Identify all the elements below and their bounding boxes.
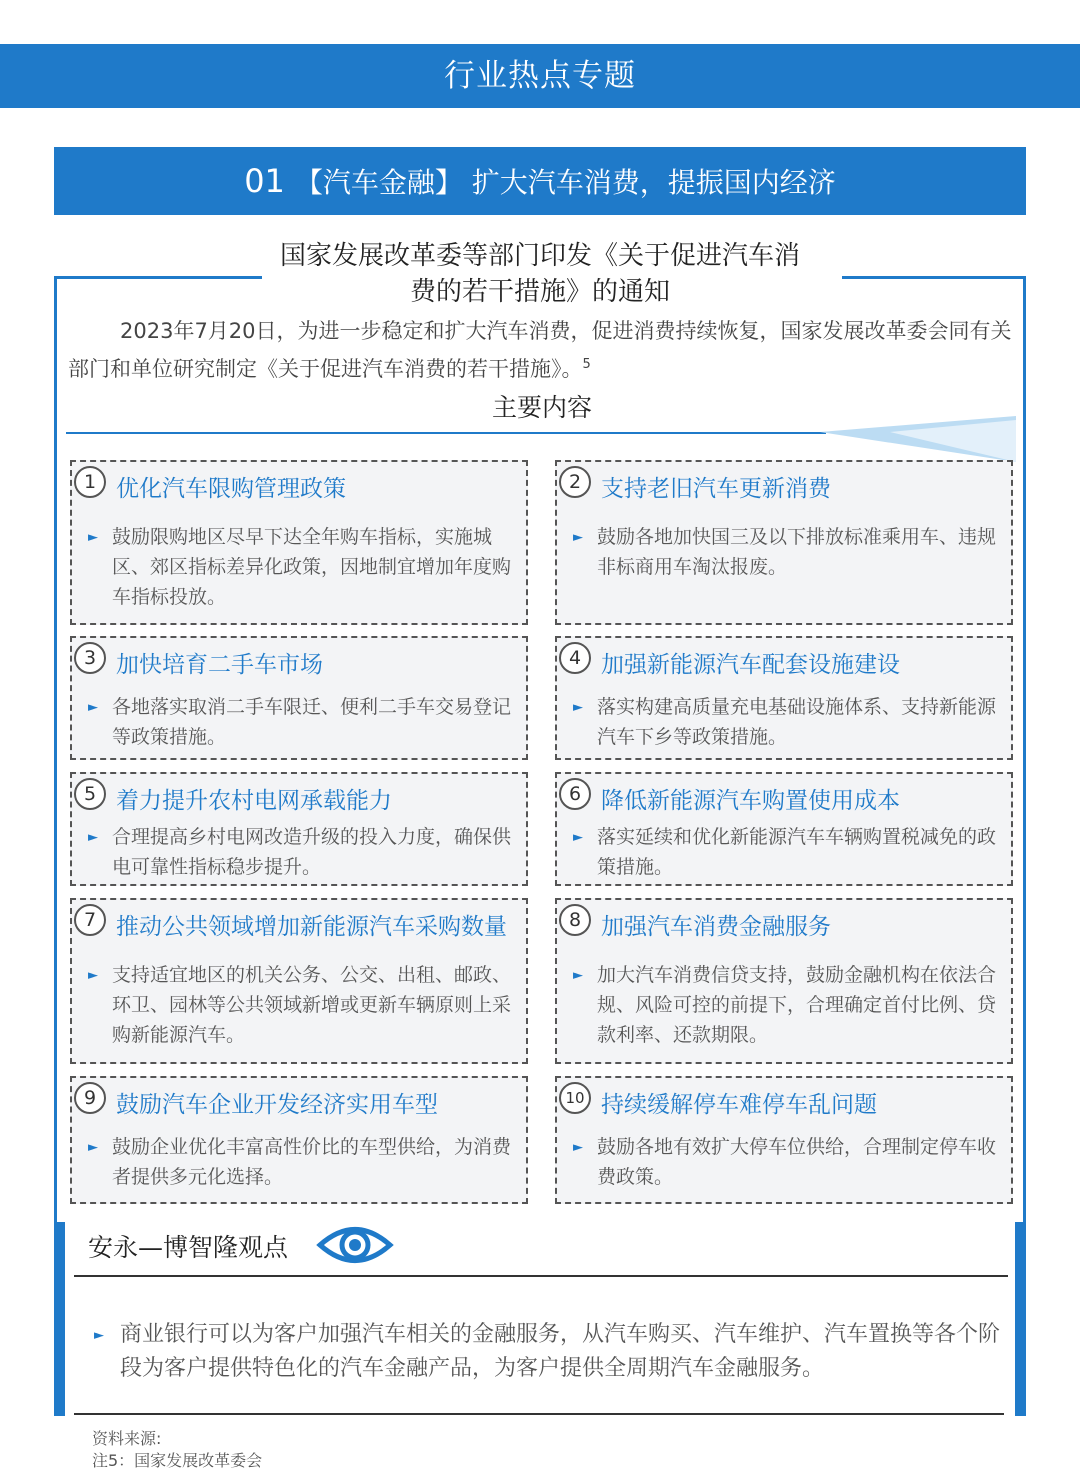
measure-title: 持续缓解停车难停车乱问题 xyxy=(601,1092,877,1118)
section-title-bar xyxy=(54,147,1026,215)
measure-card xyxy=(70,636,528,760)
measure-card xyxy=(70,772,528,886)
measure-number: 2 xyxy=(559,466,591,498)
triangle-right-icon: ► xyxy=(573,530,583,545)
measure-number: 1 xyxy=(74,466,106,498)
triangle-right-icon: ► xyxy=(88,530,98,545)
viewpoint-bottom-divider xyxy=(74,1413,1004,1415)
measure-card xyxy=(555,636,1013,760)
measure-title: 着力提升农村电网承载能力 xyxy=(116,788,392,814)
measure-card xyxy=(70,1076,528,1204)
measure-body: 各地落实取消二手车限迁、便利二手车交易登记等政策措施。 xyxy=(112,696,512,748)
measure-title: 鼓励汽车企业开发经济实用车型 xyxy=(116,1092,438,1118)
measure-number: 7 xyxy=(74,904,106,936)
measure-card xyxy=(555,772,1013,886)
measure-title: 加强新能源汽车配套设施建设 xyxy=(601,652,900,678)
measure-card xyxy=(70,460,528,625)
source-note: 注5：国家发展改革委会 xyxy=(92,1451,263,1470)
viewpoint-left-bar xyxy=(54,1222,65,1416)
measure-title: 加强汽车消费金融服务 xyxy=(601,914,831,940)
measure-number: 3 xyxy=(74,642,106,674)
main-content-heading: 主要内容 xyxy=(491,393,592,422)
triangle-right-icon: ► xyxy=(88,1140,98,1155)
measure-title: 支持老旧汽车更新消费 xyxy=(601,476,831,502)
measure-card xyxy=(555,1076,1013,1204)
measure-number: 4 xyxy=(559,642,591,674)
source-block xyxy=(92,1428,262,1472)
measure-body: 鼓励各地有效扩大停车位供给，合理制定停车收费政策。 xyxy=(597,1136,997,1188)
measure-number: 8 xyxy=(559,904,591,936)
measure-body: 鼓励各地加快国三及以下排放标准乘用车、违规非标商用车淘汰报废。 xyxy=(597,526,997,578)
notice-title-line1: 国家发展改革委等部门印发《关于促进汽车消 xyxy=(279,241,800,271)
measure-title: 优化汽车限购管理政策 xyxy=(116,476,346,502)
measure-card xyxy=(70,898,528,1064)
viewpoint-divider xyxy=(74,1275,1008,1277)
measure-number: 9 xyxy=(74,1082,106,1114)
measure-body: 落实构建高质量充电基础设施体系、支持新能源汽车下乡等政策措施。 xyxy=(597,696,997,748)
main-heading-underline xyxy=(66,432,826,434)
measure-number: 5 xyxy=(74,778,106,810)
eye-icon xyxy=(316,1222,394,1268)
measure-body: 支持适宜地区的机关公务、公交、出租、邮政、环卫、园林等公共领域新增或更新车辆原则上采购新能源汽车。 xyxy=(112,964,512,1046)
viewpoint-heading: 安永—博智隆观点 xyxy=(88,1233,289,1262)
measure-number: 10 xyxy=(559,1082,591,1114)
measure-number: 6 xyxy=(559,778,591,810)
intro-text: 2023年7月20日，为进一步稳定和扩大汽车消费，促进消费持续恢复，国家发展改革委会同有关部门和单位研究制定《关于促进汽车消费的若干措施》。 xyxy=(68,319,1012,381)
viewpoint-text: 商业银行可以为客户加强汽车相关的金融服务，从汽车购买、汽车维护、汽车置换等各个阶段为客户提供特色化的汽车金融产品，为客户提供全周期汽车金融服务。 xyxy=(120,1322,1001,1381)
measure-body: 落实延续和优化新能源汽车车辆购置税减免的政策措施。 xyxy=(597,826,997,878)
measure-title: 降低新能源汽车购置使用成本 xyxy=(601,788,900,814)
triangle-right-icon: ► xyxy=(573,830,583,845)
intro-footnote: 5 xyxy=(582,357,591,372)
source-label: 资料来源: xyxy=(92,1429,162,1448)
viewpoint-right-bar xyxy=(1015,1222,1026,1416)
heading-decoration xyxy=(820,416,1016,462)
measure-body: 加大汽车消费信贷支持，鼓励金融机构在依法合规、风险可控的前提下，合理确定首付比例、贷款利率、还款期限。 xyxy=(597,964,997,1046)
notice-title-line2: 费的若干措施》的通知 xyxy=(409,277,670,307)
measure-card xyxy=(555,460,1013,625)
triangle-right-icon: ► xyxy=(88,968,98,983)
measure-body: 鼓励企业优化丰富高性价比的车型供给，为消费者提供多元化选择。 xyxy=(112,1136,512,1188)
notice-title xyxy=(200,238,880,310)
measure-title: 推动公共领域增加新能源汽车采购数量 xyxy=(116,914,507,940)
triangle-right-icon: ► xyxy=(88,830,98,845)
measure-body: 鼓励限购地区尽早下达全年购车指标，实施城区、郊区指标差异化政策，因地制宜增加年度购车指标投放。 xyxy=(112,526,512,608)
triangle-right-icon: ► xyxy=(94,1328,104,1343)
triangle-right-icon: ► xyxy=(573,968,583,983)
measure-card xyxy=(555,898,1013,1064)
intro-paragraph xyxy=(68,314,1014,386)
measure-body: 合理提高乡村电网改造升级的投入力度，确保供电可靠性指标稳步提升。 xyxy=(112,826,512,878)
section-number: 01 xyxy=(244,162,285,200)
section-title: 【汽车金融】 扩大汽车消费，提振国内经济 xyxy=(294,166,836,199)
triangle-right-icon: ► xyxy=(573,700,583,715)
band-title: 行业热点专题 xyxy=(0,44,1080,108)
measure-title: 加快培育二手车市场 xyxy=(116,652,323,678)
triangle-right-icon: ► xyxy=(573,1140,583,1155)
triangle-right-icon: ► xyxy=(88,700,98,715)
